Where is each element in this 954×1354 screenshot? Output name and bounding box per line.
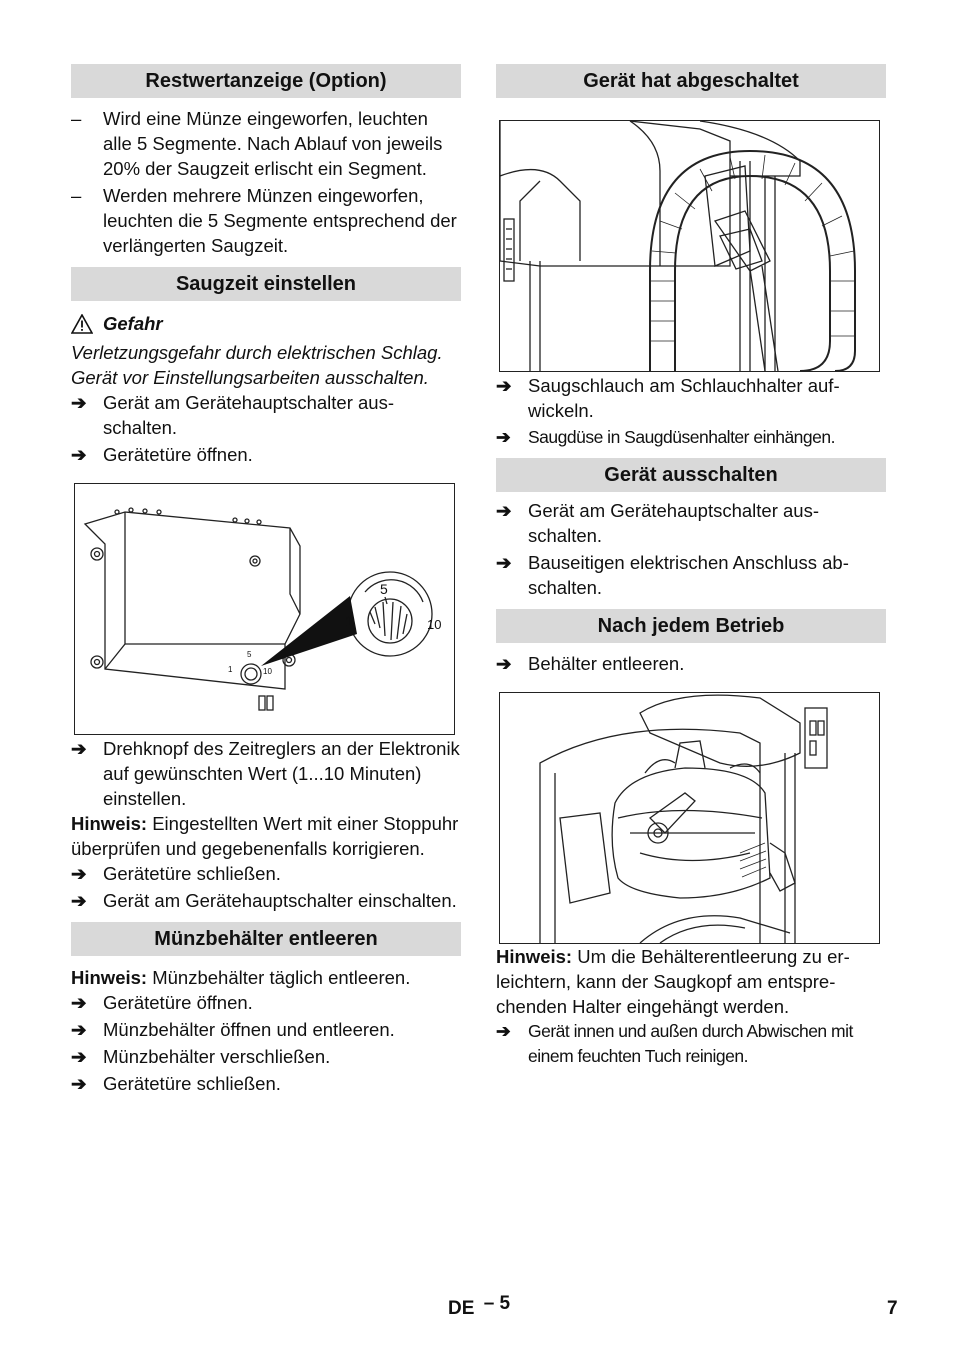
list-item: – Werden mehrere Münzen eingeworfen, leuchten die 5 Segmente entsprechend der verlängerten Saugzeit.	[71, 185, 457, 256]
right-column	[496, 64, 886, 1069]
restwert-list	[71, 106, 461, 258]
left-column	[71, 64, 461, 1096]
warning-triangle-icon	[71, 314, 93, 334]
step-item: ➔ Gerät am Gerätehauptschalter ausschalten.	[496, 500, 820, 546]
footer-page-number: 7	[887, 1298, 898, 1319]
arrow-right-icon: ➔	[71, 1019, 87, 1040]
note-paragraph: Hinweis: Eingestellten Wert mit einer Stoppuhr überprüfen und gegebenenfalls korrigieren.	[71, 813, 459, 859]
step-item: ➔ Gerätetüre schließen.	[71, 1073, 281, 1094]
arrow-right-icon: ➔	[496, 552, 512, 573]
note-paragraph: Hinweis: Um die Behälterentleerung zu erleichtern, kann der Saugkopf am entsprechenden Halter eingehängt werden.	[496, 946, 850, 1017]
arrow-right-icon: ➔	[71, 444, 87, 465]
dial-label-10: 10	[427, 617, 442, 632]
hose-holder-figure	[499, 120, 880, 372]
arrow-right-icon: ➔	[496, 1021, 511, 1041]
step-item: ➔ Behälter entleeren.	[496, 653, 685, 674]
arrow-right-icon: ➔	[71, 392, 87, 413]
note-paragraph: Hinweis: Münzbehälter täglich entleeren.	[71, 967, 411, 988]
dial-label-5: 5	[380, 581, 388, 597]
heading-saugzeit-einstellen: Saugzeit einstellen	[71, 267, 461, 301]
hose-holder-illustration	[500, 121, 879, 371]
step-item: ➔ Gerät innen und außen durch Abwischen mit einem feuchten Tuch reinigen.	[496, 1021, 853, 1066]
container-illustration	[500, 693, 879, 943]
arrow-right-icon: ➔	[496, 500, 512, 521]
arrow-right-icon: ➔	[71, 890, 87, 911]
footer-section-page: 5	[499, 1293, 511, 1314]
arrow-right-icon: ➔	[71, 1046, 87, 1067]
heading-geraet-abgeschaltet: Gerät hat abgeschaltet	[496, 64, 886, 98]
arrow-right-icon: ➔	[496, 653, 512, 674]
footer-dash: –	[483, 1293, 495, 1314]
step-item: ➔ Drehknopf des Zeitreglers an der Elektronik auf gewünschten Wert (1...10 Minuten) einstellen.	[71, 738, 460, 809]
heading-muenzbehaelter: Münzbehälter entleeren	[71, 922, 461, 956]
step-item: ➔ Saugdüse in Saugdüsenhalter einhängen.	[496, 425, 886, 450]
step-item: ➔ Gerät am Gerätehauptschalter ausschalten.	[71, 392, 395, 438]
step-item: ➔ Münzbehälter öffnen und entleeren.	[71, 1019, 395, 1040]
container-figure	[499, 692, 880, 944]
arrow-right-icon: ➔	[71, 863, 87, 884]
small-dial-label-5: 5	[247, 650, 252, 659]
step-item: ➔ Saugschlauch am Schlauchhalter aufwickeln.	[496, 375, 840, 421]
footer-section-label	[448, 1293, 511, 1321]
dash-bullet-icon: –	[71, 108, 82, 129]
arrow-right-icon: ➔	[71, 992, 87, 1013]
heading-restwertanzeige: Restwertanzeige (Option)	[71, 64, 461, 98]
step-item: ➔ Münzbehälter verschließen.	[71, 1046, 331, 1067]
warning-text: Verletzungsgefahr durch elektrischen Schlag. Gerät vor Einstellungsarbeiten ausschalten.	[71, 342, 443, 388]
arrow-right-icon: ➔	[71, 1073, 87, 1094]
heading-nach-jedem-betrieb: Nach jedem Betrieb	[496, 609, 886, 643]
arrow-right-icon: ➔	[71, 738, 87, 759]
timer-figure	[74, 483, 455, 735]
step-item: ➔ Gerätetüre schließen.	[71, 863, 281, 884]
arrow-right-icon: ➔	[496, 375, 512, 396]
step-item: ➔ Gerät am Gerätehauptschalter einschalten.	[71, 890, 457, 911]
footer-language: DE	[448, 1298, 475, 1319]
heading-geraet-ausschalten: Gerät ausschalten	[496, 458, 886, 492]
step-item: ➔ Gerätetüre öffnen.	[71, 444, 253, 465]
arrow-right-icon: ➔	[496, 427, 511, 447]
step-item: ➔ Gerätetüre öffnen.	[71, 992, 253, 1013]
small-dial-label-1: 1	[228, 665, 233, 674]
timer-illustration	[75, 484, 454, 734]
dial-label-1: 1	[345, 613, 353, 629]
list-item: – Wird eine Münze eingeworfen, leuchten alle 5 Segmente. Nach Ablauf von jeweils 20% der Saugzeit erlischt ein Segment.	[71, 108, 443, 179]
warning-heading: Gefahr	[71, 311, 461, 336]
dash-bullet-icon: –	[71, 185, 82, 206]
step-item: ➔ Bauseitigen elektrischen Anschluss abschalten.	[496, 552, 849, 598]
small-dial-label-10: 10	[263, 667, 272, 676]
